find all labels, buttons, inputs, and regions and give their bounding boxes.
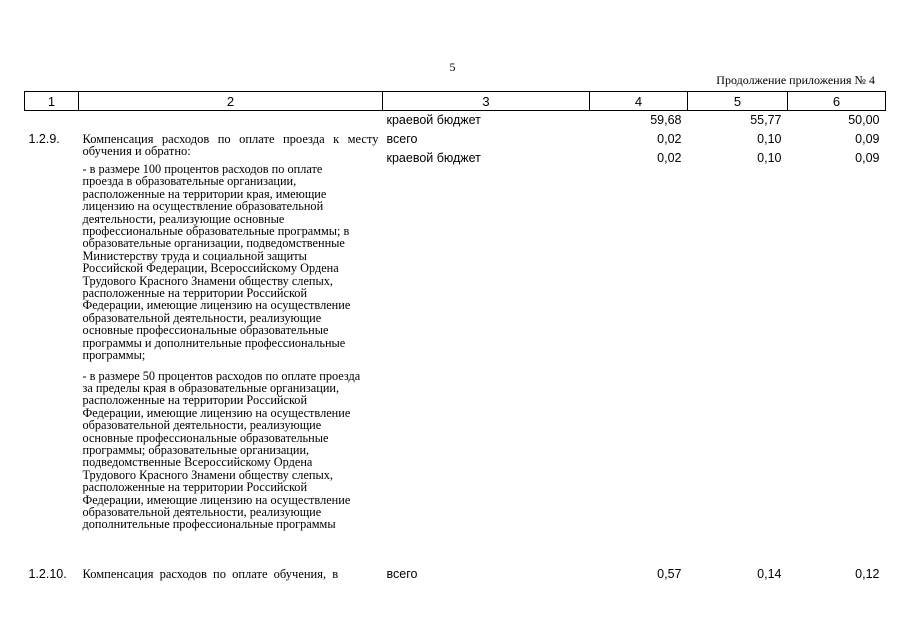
row-code: 1.2.9. — [28, 132, 60, 146]
table-row — [25, 130, 886, 149]
funding-source: краевой бюджет — [386, 113, 481, 127]
row-title — [79, 111, 383, 131]
appendix-continuation-label: Продолжение приложения № 4 — [716, 73, 875, 87]
value-col-4: 0,02 — [657, 151, 682, 165]
list-item: - в размере 50 процентов расходов по оплате проезда за пределы края в образовательные организации, расположенные на территории Российской Федерации, имеющие лицензию на осуществление образовательной деятельности, реализующие основные профессиональные образовательные программы; образовательные организации, подведомственные Всероссийскому Ордена Трудового Красного Знамени обществу слепых, расположенные на территории Российской Федерации, имеющие лицензию на осуществление образовательной деятельности, реализующие дополнительные профессиональные программы — [82, 368, 361, 532]
column-header-2: 2 — [79, 92, 383, 111]
value-col-4: 0,57 — [657, 567, 682, 581]
funding-source: всего — [386, 132, 418, 146]
column-header-5: 5 — [688, 92, 788, 111]
value-col-5: 0,10 — [757, 151, 782, 165]
table-row — [25, 565, 886, 584]
column-header-4: 4 — [590, 92, 688, 111]
row-code — [25, 149, 79, 565]
value-col-6: 0,09 — [855, 132, 880, 146]
row-title-cell — [79, 130, 383, 565]
value-col-5: 0,10 — [757, 132, 782, 146]
appendix-table — [24, 91, 886, 584]
value-col-6: 0,09 — [855, 151, 880, 165]
value-col-5: 0,14 — [757, 567, 782, 581]
column-header-6: 6 — [788, 92, 886, 111]
table-header-row — [25, 92, 886, 111]
funding-source: всего — [386, 567, 418, 581]
row-title: Компенсация расходов по оплате обучения, в — [82, 567, 339, 581]
value-col-6: 0,12 — [855, 567, 880, 581]
column-header-1: 1 — [25, 92, 79, 111]
list-item: - в размере 100 процентов расходов по оплате проезда в образовательные организации, расположенные на территории края, имеющие лицензию на осуществление образовательной деятельности, реализующие основные профессиональные образовательные программы; в образовательные организации, подведомственные Министерству труда и социальной защиты Российской Федерации, Всероссийскому Ордена Трудового Красного Знамени обществу слепых, расположенные на территории Российской Федерации, имеющие лицензию на осуществление образовательной деятельности, реализующие основные профессиональные образовательные программы и дополнительные профессиональные программы; — [82, 162, 351, 363]
value-col-4: 59,68 — [650, 113, 682, 127]
funding-source: краевой бюджет — [386, 151, 481, 165]
row-code — [25, 111, 79, 131]
column-header-3: 3 — [383, 92, 590, 111]
table-row — [25, 111, 886, 131]
page-number: 5 — [449, 60, 456, 74]
row-title: Компенсация расходов по оплате проезда к месту обучения и обратно: — [82, 132, 379, 158]
value-col-6: 50,00 — [848, 113, 880, 127]
value-col-4: 0,02 — [657, 132, 682, 146]
row-code: 1.2.10. — [28, 567, 67, 581]
value-col-5: 55,77 — [750, 113, 782, 127]
